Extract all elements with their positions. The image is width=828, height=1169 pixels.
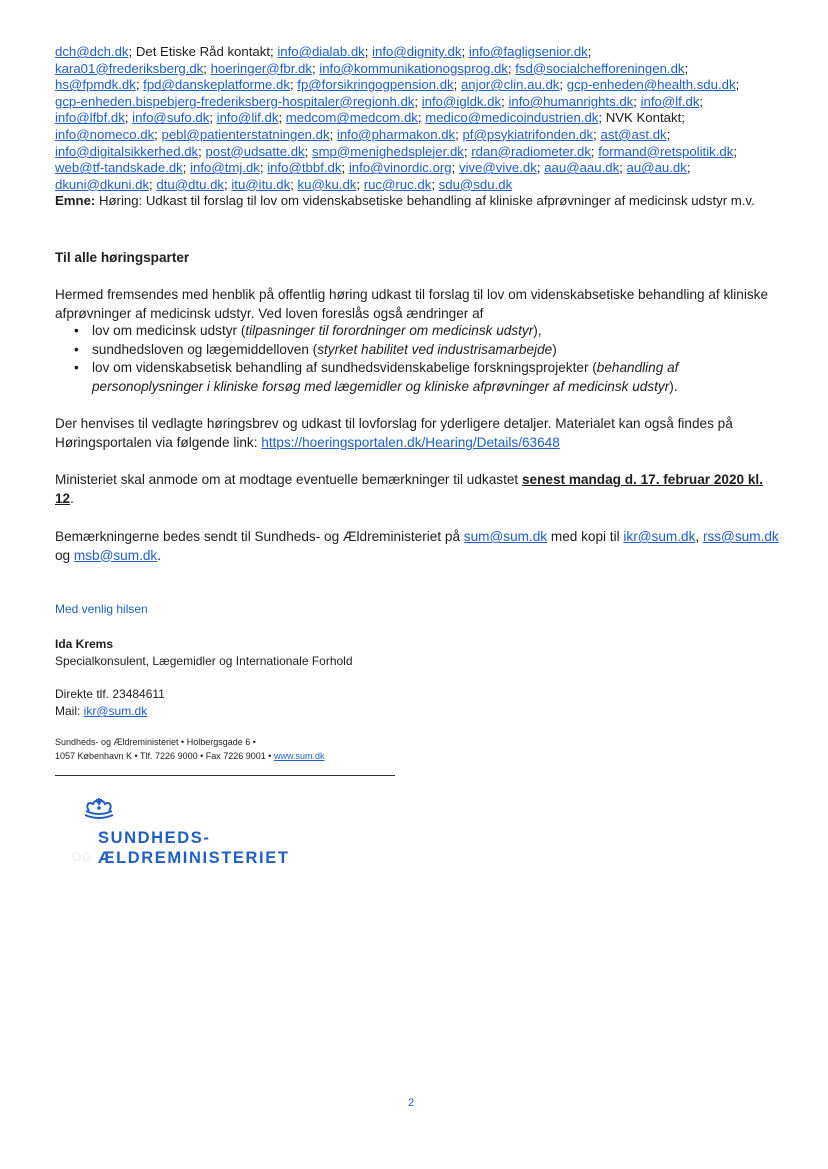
subject-text: Høring: Udkast til forslag til lov om videnskabsetiske behandling af kliniske afprøvninger af medicinsk udstyr m.v. (95, 193, 755, 208)
recipient-email-link[interactable]: gcp-enheden@health.sdu.dk (566, 77, 736, 93)
recipient-email-link[interactable]: medcom@medcom.dk (285, 110, 418, 126)
recipient-separator: ; (209, 110, 217, 126)
recipient-separator: ; (463, 143, 472, 159)
signer-name: Ida Krems (55, 637, 114, 651)
recipient-email-link[interactable]: info@humanrights.dk (508, 93, 634, 109)
recipient-separator: ; (341, 160, 349, 176)
reply-paragraph: Bemærkningerne bedes sendt til Sundheds- og Ældreministeriet på sum@sum.dk med kopi til ikr@sum.dk, rss@sum.dk og msb@sum.dk. (55, 529, 779, 563)
recipient-email-link[interactable]: rdan@radiometer.dk (471, 143, 591, 159)
intro-paragraph: Hermed fremsendes med henblik på offentlig høring udkast til forslag til lov om videnskabsetiske behandling af kliniske afprøvninger af medicinsk udstyr. Ved loven foreslås også ændringer af (55, 287, 769, 321)
msb-email-link[interactable]: msb@sum.dk (73, 547, 158, 563)
recipient-email-link[interactable]: ast@ast.dk (600, 126, 667, 142)
recipient-separator: ; (203, 60, 211, 76)
signer-mail-link[interactable]: ikr@sum.dk (83, 704, 148, 718)
recipient-email-link[interactable]: info@lfbf.dk (55, 110, 125, 126)
recipient-email-link[interactable]: fsd@socialchefforeningen.dk (515, 60, 685, 76)
recipient-separator: ; (417, 110, 426, 126)
recipient-separator: ; NVK Kontakt; (598, 110, 685, 126)
recipient-line (55, 177, 785, 194)
recipient-separator: ; (451, 160, 459, 176)
recipient-email-link[interactable]: pebl@patienterstatningen.dk (161, 126, 330, 142)
recipient-separator: ; (559, 77, 567, 93)
recipient-separator: ; (735, 77, 740, 93)
recipient-separator: ; (311, 60, 320, 76)
hearing-portal-link[interactable]: https://hoeringsportalen.dk/Hearing/Details/63648 (261, 434, 560, 450)
materials-paragraph: Der henvises til vedlagte høringsbrev og udkast til lovforslag for yderligere detaljer. Materialet kan også findes på Høringsportalen via følgende link: https://hoeringsportalen.dk/Hearing/Details/63648 (55, 416, 733, 450)
recipient-separator: ; (154, 126, 162, 142)
recipient-email-link[interactable]: kara01@frederiksberg.dk (55, 60, 204, 76)
recipient-separator: ; (453, 77, 461, 93)
deadline-paragraph: Ministeriet skal anmode om at modtage eventuelle bemærkninger til udkastet senest mandag d. 17. februar 2020 kl. 12. (55, 472, 763, 506)
recipient-separator: ; (431, 176, 439, 192)
recipient-separator: ; (135, 77, 144, 93)
recipient-separator: ; (536, 160, 545, 176)
recipient-list (55, 44, 785, 193)
recipient-separator: ; (124, 110, 133, 126)
amendment-list (74, 322, 774, 396)
signer-phone: Direkte tlf. 23484611 (55, 687, 165, 701)
sum-email-link[interactable]: sum@sum.dk (463, 529, 548, 544)
ikr-email-link[interactable]: ikr@sum.dk (623, 529, 696, 544)
recipient-email-link[interactable]: info@tmj.dk (190, 160, 260, 176)
recipient-email-link[interactable]: info@kommunikationogsprog.dk (319, 60, 508, 76)
recipient-separator: ; (289, 77, 298, 93)
recipient-line (55, 127, 785, 144)
recipient-separator: ; (501, 93, 509, 109)
greeting: Med venlig hilsen (55, 602, 148, 616)
recipient-separator: ; (149, 176, 157, 192)
recipient-email-link[interactable]: info@lf.dk (640, 93, 700, 109)
recipient-email-link[interactable]: dkuni@dkuni.dk (55, 176, 150, 192)
recipient-separator: ; (455, 126, 463, 142)
recipient-line (55, 110, 785, 127)
list-item: • lov om medicinsk udstyr (tilpasninger til forordninger om medicinsk udstyr), (74, 322, 774, 341)
recipient-email-link[interactable]: au@au.dk (626, 160, 687, 176)
crown-icon (80, 795, 118, 830)
recipient-email-link[interactable]: aau@aau.dk (544, 160, 620, 176)
recipient-email-link[interactable]: info@dignity.dk (372, 44, 462, 59)
recipient-email-link[interactable]: info@digitalsikkerhed.dk (55, 143, 199, 159)
recipient-separator: ; (198, 143, 206, 159)
recipient-email-link[interactable]: info@tbbf.dk (267, 160, 342, 176)
recipient-email-link[interactable]: info@sufo.dk (132, 110, 210, 126)
recipient-separator: ; (290, 176, 298, 192)
recipient-separator: ; (633, 93, 641, 109)
logo-ghost-text: OG (72, 850, 93, 864)
recipient-separator: ; (733, 143, 737, 159)
recipient-email-link[interactable]: info@igldk.dk (421, 93, 502, 109)
recipient-line (55, 61, 785, 78)
recipient-email-link[interactable]: info@lif.dk (216, 110, 279, 126)
recipient-email-link[interactable]: hs@fpmdk.dk (55, 77, 136, 93)
recipient-email-link[interactable]: fpd@danskeplatforme.dk (143, 77, 290, 93)
recipient-email-link[interactable]: sdu@sdu.dk (438, 176, 513, 192)
recipient-email-link[interactable]: info@fagligsenior.dk (468, 44, 588, 59)
page-number: 2 (408, 1097, 415, 1109)
recipient-line (55, 144, 785, 161)
recipient-separator: ; (304, 143, 312, 159)
divider (55, 775, 395, 776)
recipient-email-link[interactable]: dch@dch.dk (55, 44, 129, 59)
recipient-email-link[interactable]: info@vinordic.org (348, 160, 452, 176)
recipient-email-link[interactable]: fp@forsikringogpension.dk (297, 77, 454, 93)
recipient-line (55, 160, 785, 177)
recipient-separator: ; (278, 110, 286, 126)
recipient-line (55, 94, 785, 111)
recipient-separator: ; (224, 176, 232, 192)
ministry-address: Sundheds- og Ældreministeriet • Holbergsgade 6 • 1057 København K • Tlf. 7226 9000 • Fax 7226 9001 • www.sum.dk (55, 737, 325, 761)
recipient-email-link[interactable]: itu@itu.dk (231, 176, 291, 192)
recipient-email-link[interactable]: pf@psykiatrifonden.dk (462, 126, 594, 142)
list-item: • lov om videnskabsetisk behandling af sundhedsvidenskabelige forskningsprojekter (behandling af personoplysninger i kliniske forsøg med lægemidler og kliniske afprøvninger af medicinsk udstyr). (74, 360, 679, 394)
deadline-text: senest mandag d. 17. februar 2020 kl. 12 (55, 472, 763, 506)
recipient-separator: ; (590, 143, 599, 159)
bullet-icon: • (74, 341, 79, 357)
bullet-icon: • (74, 323, 79, 338)
bullet-icon: • (74, 360, 79, 375)
recipient-email-link[interactable]: web@tf-tandskade.dk (55, 160, 183, 176)
recipient-email-link[interactable]: ruc@ruc.dk (363, 176, 432, 192)
signer-title: Specialkonsulent, Lægemidler og Internationale Forhold (55, 654, 353, 668)
recipient-email-link[interactable]: info@pharmakon.dk (336, 126, 456, 142)
list-item: • sundhedsloven og lægemiddelloven (styrket habilitet ved industrisamarbejde) (74, 341, 774, 360)
recipient-separator: Det Etiske Råd kontakt; (135, 44, 278, 59)
recipient-email-link[interactable]: info@nomeco.dk (55, 126, 155, 142)
recipient-email-link[interactable]: info@dialab.dk (277, 44, 365, 59)
recipient-separator: ; (587, 44, 592, 59)
rss-email-link[interactable]: rss@sum.dk (702, 529, 779, 544)
recipient-separator: ; (684, 60, 689, 76)
recipient-separator: ; (507, 60, 516, 76)
recipient-email-link[interactable]: anjor@clin.au.dk (460, 77, 560, 93)
recipient-email-link[interactable]: smp@menighedsplejer.dk (311, 143, 464, 159)
recipient-separator: ; (182, 160, 191, 176)
recipient-email-link[interactable]: ku@ku.dk (297, 176, 357, 192)
recipient-separator: ; (619, 160, 627, 176)
recipient-separator: ; (699, 93, 704, 109)
ministry-logo: SUNDHEDS- ÆLDREMINISTERIET (98, 829, 290, 867)
recipient-line (55, 77, 785, 94)
recipient-email-link[interactable]: gcp-enheden.bispebjerg-frederiksberg-hospitaler@regionh.dk (55, 93, 415, 109)
recipient-separator: ; (686, 160, 691, 176)
recipient-separator: ; (329, 126, 337, 142)
subject-label: Emne: (55, 193, 96, 208)
recipient-email-link[interactable]: post@udsatte.dk (205, 143, 305, 159)
salutation: Til alle høringsparter (55, 250, 190, 265)
recipient-email-link[interactable]: hoeringer@fbr.dk (210, 60, 312, 76)
recipient-line (55, 44, 785, 61)
email-subject (55, 193, 785, 210)
recipient-separator: ; (461, 44, 469, 59)
recipient-separator: ; (414, 93, 422, 109)
signer-mail: Mail: ikr@sum.dk (55, 704, 148, 718)
recipient-separator: ; (356, 176, 364, 192)
recipient-separator: ; (666, 126, 671, 142)
recipient-separator: ; (364, 44, 373, 59)
recipient-email-link[interactable]: vive@vive.dk (458, 160, 537, 176)
recipient-email-link[interactable]: dtu@dtu.dk (156, 176, 225, 192)
recipient-email-link[interactable]: medico@medicoindustrien.dk (425, 110, 599, 126)
ministry-website-link[interactable]: www.sum.dk (273, 751, 325, 761)
recipient-separator: ; (128, 44, 136, 59)
recipient-email-link[interactable]: formand@retspolitik.dk (598, 143, 734, 159)
recipient-separator: ; (259, 160, 268, 176)
recipient-separator: ; (593, 126, 601, 142)
